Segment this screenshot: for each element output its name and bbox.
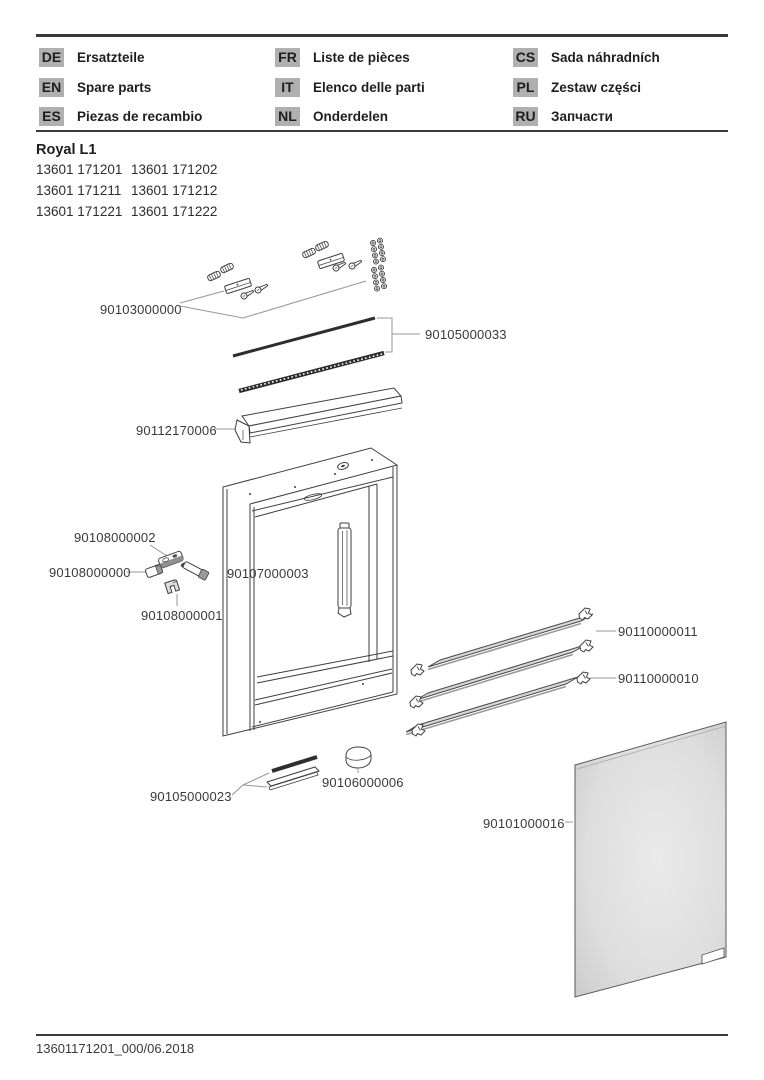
product-code: 13601 171202: [131, 162, 218, 177]
document-reference: 13601171201_000/06.2018: [36, 1041, 195, 1056]
led-light-strips: [233, 318, 384, 391]
glass-shelves: [406, 608, 593, 736]
language-code-badge: DE: [39, 48, 64, 67]
shelf-clip: [577, 672, 590, 684]
language-code-badge: EN: [39, 78, 64, 97]
led-profile-parts: [267, 757, 319, 790]
mounting-hardware-kit: [207, 238, 387, 300]
language-code-badge: ES: [39, 107, 64, 126]
product-code: 13601 171211: [36, 183, 122, 198]
shelf-clip: [412, 724, 425, 736]
part-label-mounting-kit: 90103000000: [100, 302, 182, 317]
product-code: 13601 171222: [131, 204, 218, 219]
language-label: Onderdelen: [313, 108, 389, 124]
language-code-badge: NL: [275, 107, 300, 126]
part-label-mirror-door: 90101000016: [483, 816, 565, 831]
language-label: Liste de pièces: [313, 49, 410, 65]
part-label-hinge: 90108000002: [74, 530, 156, 545]
part-label-led-profile: 90105000023: [150, 789, 232, 804]
glass-shelf: [406, 677, 578, 732]
language-label: Запчасти: [551, 108, 613, 124]
language-label: Spare parts: [77, 79, 152, 95]
language-code-badge: RU: [513, 107, 538, 126]
part-label-glass-shelf: 90110000011: [618, 624, 698, 639]
part-label-hinge-clip: 90108000001: [141, 608, 223, 623]
product-code: 13601 171221: [36, 204, 123, 219]
product-name: Royal L1: [36, 142, 97, 158]
cover-cap-part: [346, 747, 371, 768]
glass-shelf: [416, 645, 585, 700]
cabinet-body: [223, 448, 397, 736]
language-label: Elenco delle parti: [313, 79, 425, 95]
language-label: Sada náhradních: [551, 49, 660, 65]
door-handle-profile: [338, 523, 351, 617]
shelf-clip: [579, 608, 592, 620]
language-code-badge: FR: [275, 48, 300, 67]
part-label-cover-cap: 90106000006: [322, 775, 404, 790]
product-code: 13601 171201: [36, 162, 123, 177]
language-label: Piezas de recambio: [77, 108, 203, 124]
glass-shelf: [428, 614, 593, 667]
language-code-badge: CS: [513, 48, 538, 67]
language-label: Ersatzteile: [77, 49, 145, 65]
language-code-badge: PL: [513, 78, 538, 97]
part-label-handle-profile: 90107000003: [227, 566, 309, 581]
part-label-hinge-cap: 90108000000: [49, 565, 131, 580]
language-label: Zestaw części: [551, 79, 642, 95]
light-cover-profile: [235, 388, 402, 443]
shelf-clip: [410, 696, 423, 708]
hinge-clip: [165, 579, 180, 593]
part-label-shelf-clip: 90110000010: [618, 671, 699, 686]
part-label-light-cover: 90112170006: [136, 423, 217, 438]
product-code: 13601 171212: [131, 183, 218, 198]
mirror-door-panel: [575, 722, 726, 997]
hinge-cover-cap: [145, 564, 163, 578]
shelf-clip: [580, 640, 593, 652]
part-label-led-strip: 90105000033: [425, 327, 507, 342]
shelf-clip: [411, 664, 424, 676]
language-code-badge: IT: [275, 78, 300, 97]
